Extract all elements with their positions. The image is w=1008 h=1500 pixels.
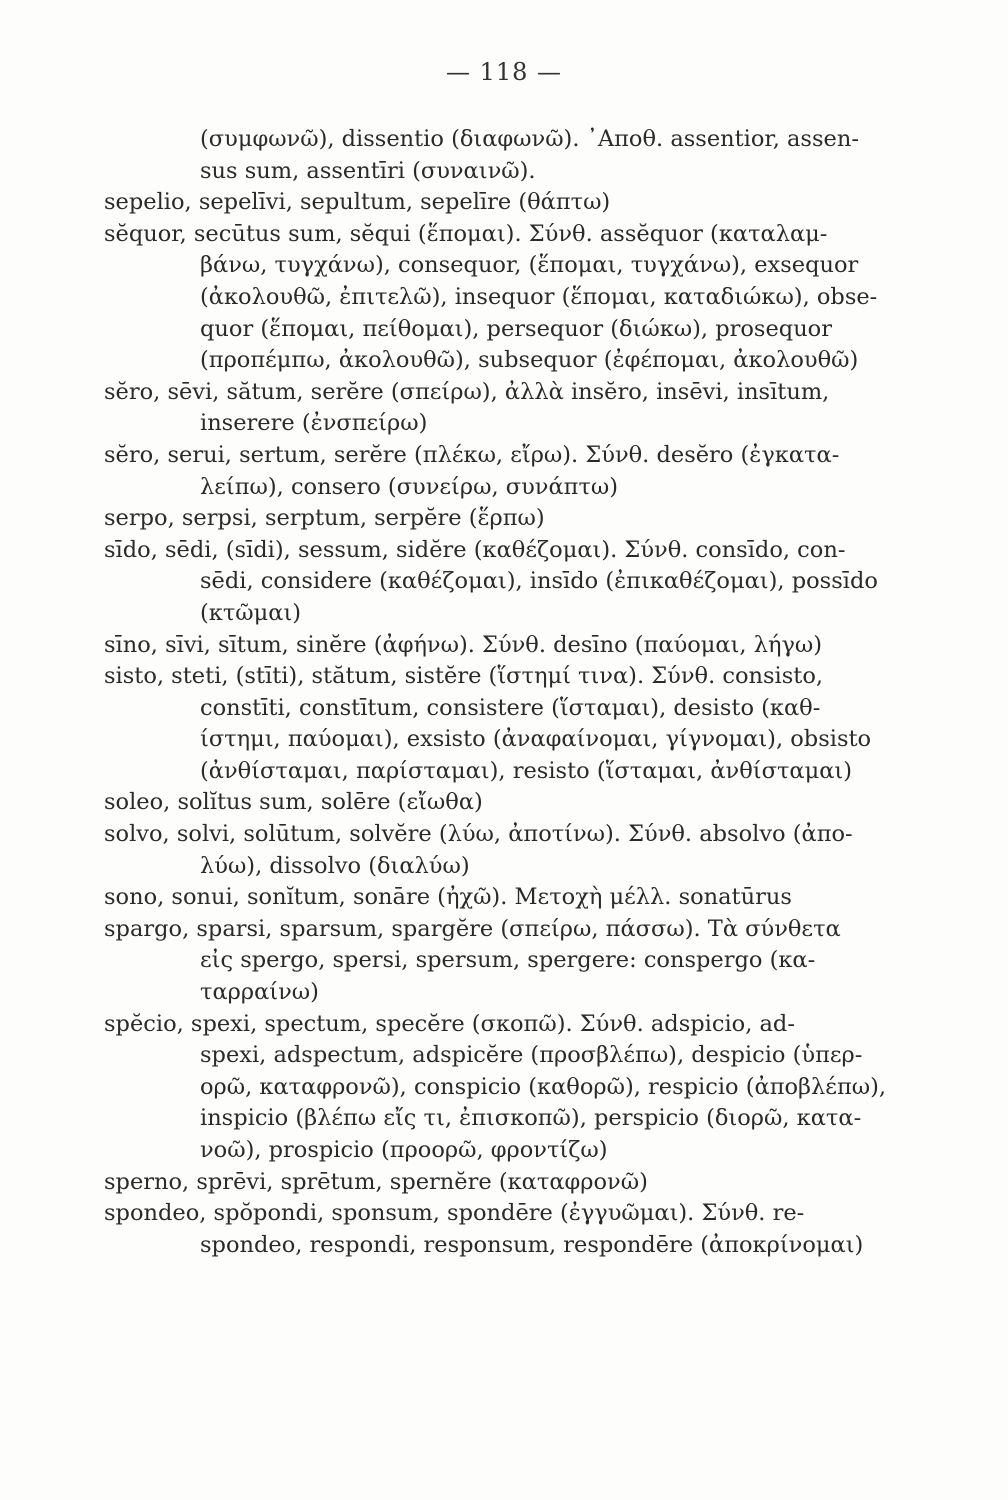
text-line: spargo, sparsi, sparsum, spargĕre (σπείρω, πάσσω). Τὰ σύνθετα (104, 915, 841, 942)
text-line: spĕcio, spexi, spectum, specĕre (σκοπῶ). Σύνθ. adspicio, ad- (104, 1010, 795, 1037)
text-line: εἰς spergo, spersi, spersum, spergere: conspergo (κα- (200, 947, 816, 974)
text-line: sono, sonui, sonĭtum, sonāre (ἠχῶ). Μετοχὴ μέλλ. sonatūrus (104, 884, 792, 911)
text-line: sĕro, sēvi, sătum, serĕre (σπείρω), ἀλλὰ insĕro, insēvi, insītum, (104, 378, 830, 405)
text-line: spondeo, spŏpondi, sponsum, spondēre (ἐγγυῶμαι). Σύνθ. re- (104, 1200, 805, 1227)
text-line: (προπέμπω, ἀκολουθῶ), subsequor (ἐφέπομαι, ἀκολουθῶ) (200, 347, 859, 374)
text-line: (ἀκολουθῶ, ἐπιτελῶ), insequor (ἕπομαι, καταδιώκω), obse- (200, 283, 878, 310)
text-line: sisto, steti, (stīti), stătum, sistĕre (ἵστημί τινα). Σύνθ. consisto, (104, 663, 824, 690)
text-line: νοῶ), prospicio (προορῶ, φροντίζω) (200, 1137, 608, 1163)
text-line: λείπω), consero (συνείρω, συνάπτω) (200, 473, 619, 500)
text-line: inserere (ἐνσπείρω) (200, 410, 428, 437)
text-line: λύω), dissolvo (διαλύω) (200, 852, 470, 879)
text-line: βάνω, τυγχάνω), consequor, (ἕπομαι, τυγχάνω), exsequor (200, 252, 859, 279)
text-line: serpo, serpsi, serptum, serpĕre (ἕρπω) (104, 505, 545, 532)
text-line: (κτῶμαι) (200, 599, 302, 626)
text-line: spexi, adspectum, adspicĕre (προσβλέπω), despicio (ὑπερ- (200, 1042, 863, 1069)
text-line: inspicio (βλέπω εἴς τι, ἐπισκοπῶ), perspicio (διορῶ, κατα- (200, 1105, 862, 1132)
text-line: sus sum, assentīri (συναινῶ). (200, 157, 536, 184)
text-line: sperno, sprēvi, sprētum, spernĕre (καταφρονῶ) (104, 1168, 648, 1195)
text-line: spondeo, respondi, responsum, respondēre (ἀποκρίνομαι) (200, 1231, 864, 1258)
text-line: sĕro, serui, sertum, serĕre (πλέκω, εἴρω). Σύνθ. desĕro (ἐγκατα- (104, 441, 840, 468)
text-line: sīdo, sēdi, (sīdi), sessum, sidĕre (καθέζομαι). Σύνθ. consīdo, con- (104, 536, 846, 563)
text-line: sĕquor, secūtus sum, sĕqui (ἕπομαι). Σύνθ. assĕquor (καταλαμ- (104, 220, 828, 247)
text-line: quor (ἕπομαι, πείθομαι), persequor (διώκω), prosequor (200, 315, 832, 342)
text-line: (ἀνθίσταμαι, παρίσταμαι), resisto (ἵσταμαι, ἀνθίσταμαι) (200, 757, 853, 784)
text-line: ταρραίνω) (200, 979, 319, 1006)
text-line: constīti, constītum, consistere (ἵσταμαι), desisto (καθ- (200, 694, 821, 721)
dictionary-text-block (104, 124, 944, 1261)
text-line: ορῶ, καταφρονῶ), conspicio (καθορῶ), respicio (ἀποβλέπω), (200, 1073, 887, 1100)
text-line: solvo, solvi, solūtum, solvĕre (λύω, ἀποτίνω). Σύνθ. absolvo (ἀπο- (104, 821, 853, 848)
text-line: (συμφωνῶ), dissentio (διαφωνῶ). ᾿Αποθ. assentior, assen- (200, 126, 859, 152)
text-line: sīno, sīvi, sītum, sinĕre (ἀφήνω). Σύνθ. desīno (παύομαι, λήγω) (104, 631, 823, 658)
text-line: soleo, solĭtus sum, solēre (εἴωθα) (104, 789, 483, 816)
page-number: — 118 — (445, 58, 563, 86)
text-line: sēdi, considere (καθέζομαι), insīdo (ἐπικαθέζομαι), possīdo (200, 568, 878, 595)
text-line: ίστημι, παύομαι), exsisto (ἀναφαίνομαι, γίγνομαι), obsisto (200, 726, 872, 753)
text-line: sepelio, sepelīvi, sepultum, sepelīre (θάπτω) (104, 189, 611, 216)
